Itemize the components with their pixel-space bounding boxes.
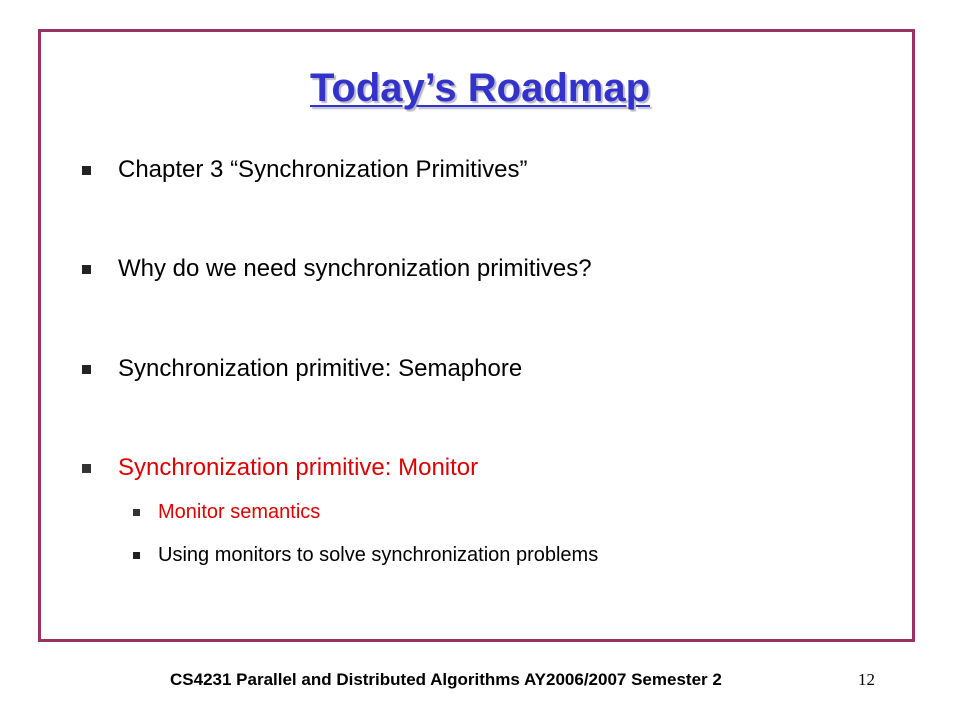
square-bullet-icon [82,464,91,473]
square-bullet-icon [82,365,91,374]
square-bullet-icon [82,265,91,274]
bullet-text: Synchronization primitive: Monitor [118,454,479,481]
course-footer: CS4231 Parallel and Distributed Algorithms AY2006/2007 Semester 2 [170,670,722,689]
square-bullet-icon [133,509,140,516]
bullet-monitor [82,451,478,485]
sub-bullet-text: Monitor semantics [158,500,321,523]
page-number: 12 [858,670,875,689]
bullet-chapter-3 [82,153,528,187]
bullet-why-need-primitives [82,252,592,286]
slide-footer [0,666,960,696]
sub-bullet-using-monitors [133,541,598,569]
sub-bullet-monitor-semantics [133,498,320,526]
slide-title: Today’s Roadmap [309,66,651,110]
square-bullet-icon [133,552,140,559]
bullet-semaphore [82,352,522,386]
bullet-text: Synchronization primitive: Semaphore [118,355,523,382]
square-bullet-icon [82,166,91,175]
bullet-text: Chapter 3 “Synchronization Primitives” [118,156,528,183]
bullet-text: Why do we need synchronization primitives? [118,255,592,282]
sub-bullet-text: Using monitors to solve synchronization problems [158,543,599,566]
